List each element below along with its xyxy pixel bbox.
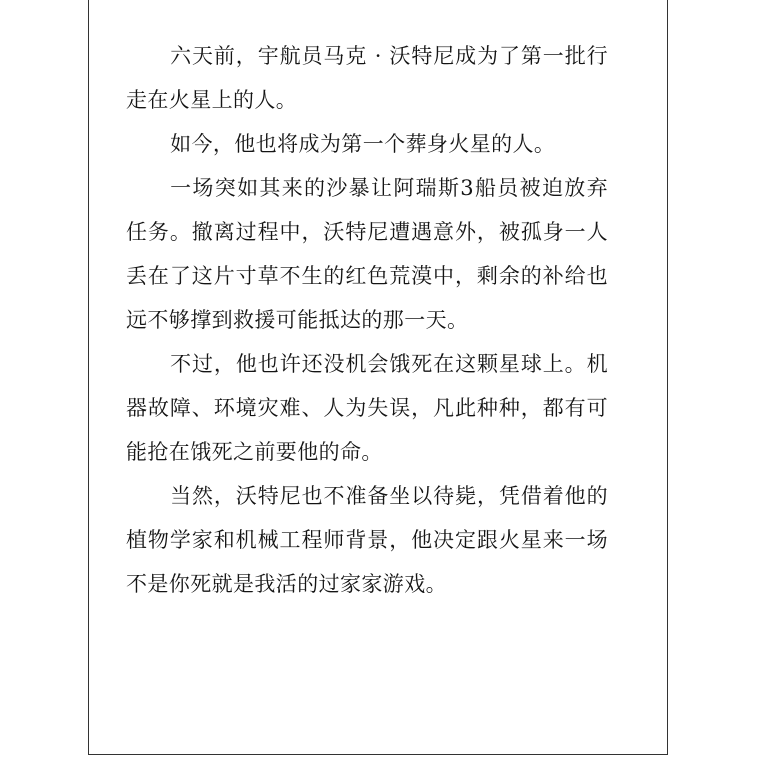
paragraph-2: 如今，他也将成为第一个葬身火星的人。: [170, 132, 556, 156]
paragraph-1: 六天前，宇航员马克 · 沃特尼成为了第一批行走在火星上的人。: [126, 44, 608, 112]
paragraph-5: 当然，沃特尼也不准备坐以待毙，凭借着他的植物学家和机械工程师背景，他决定跟火星来一场不是你死就是我活的过家家游戏。: [126, 484, 608, 596]
paragraph-4: 不过，他也许还没机会饿死在这颗星球上。机器故障、环境灾难、人为失误，凡此种种，都有可能抢在饿死之前要他的命。: [126, 352, 608, 464]
paragraph-3: 一场突如其来的沙暴让阿瑞斯3船员被迫放弃任务。撤离过程中，沃特尼遭遇意外，被孤身一人丢在了这片寸草不生的红色荒漠中，剩余的补给也远不够撑到救援可能抵达的那一天。: [126, 176, 608, 332]
document-body: [126, 34, 608, 606]
